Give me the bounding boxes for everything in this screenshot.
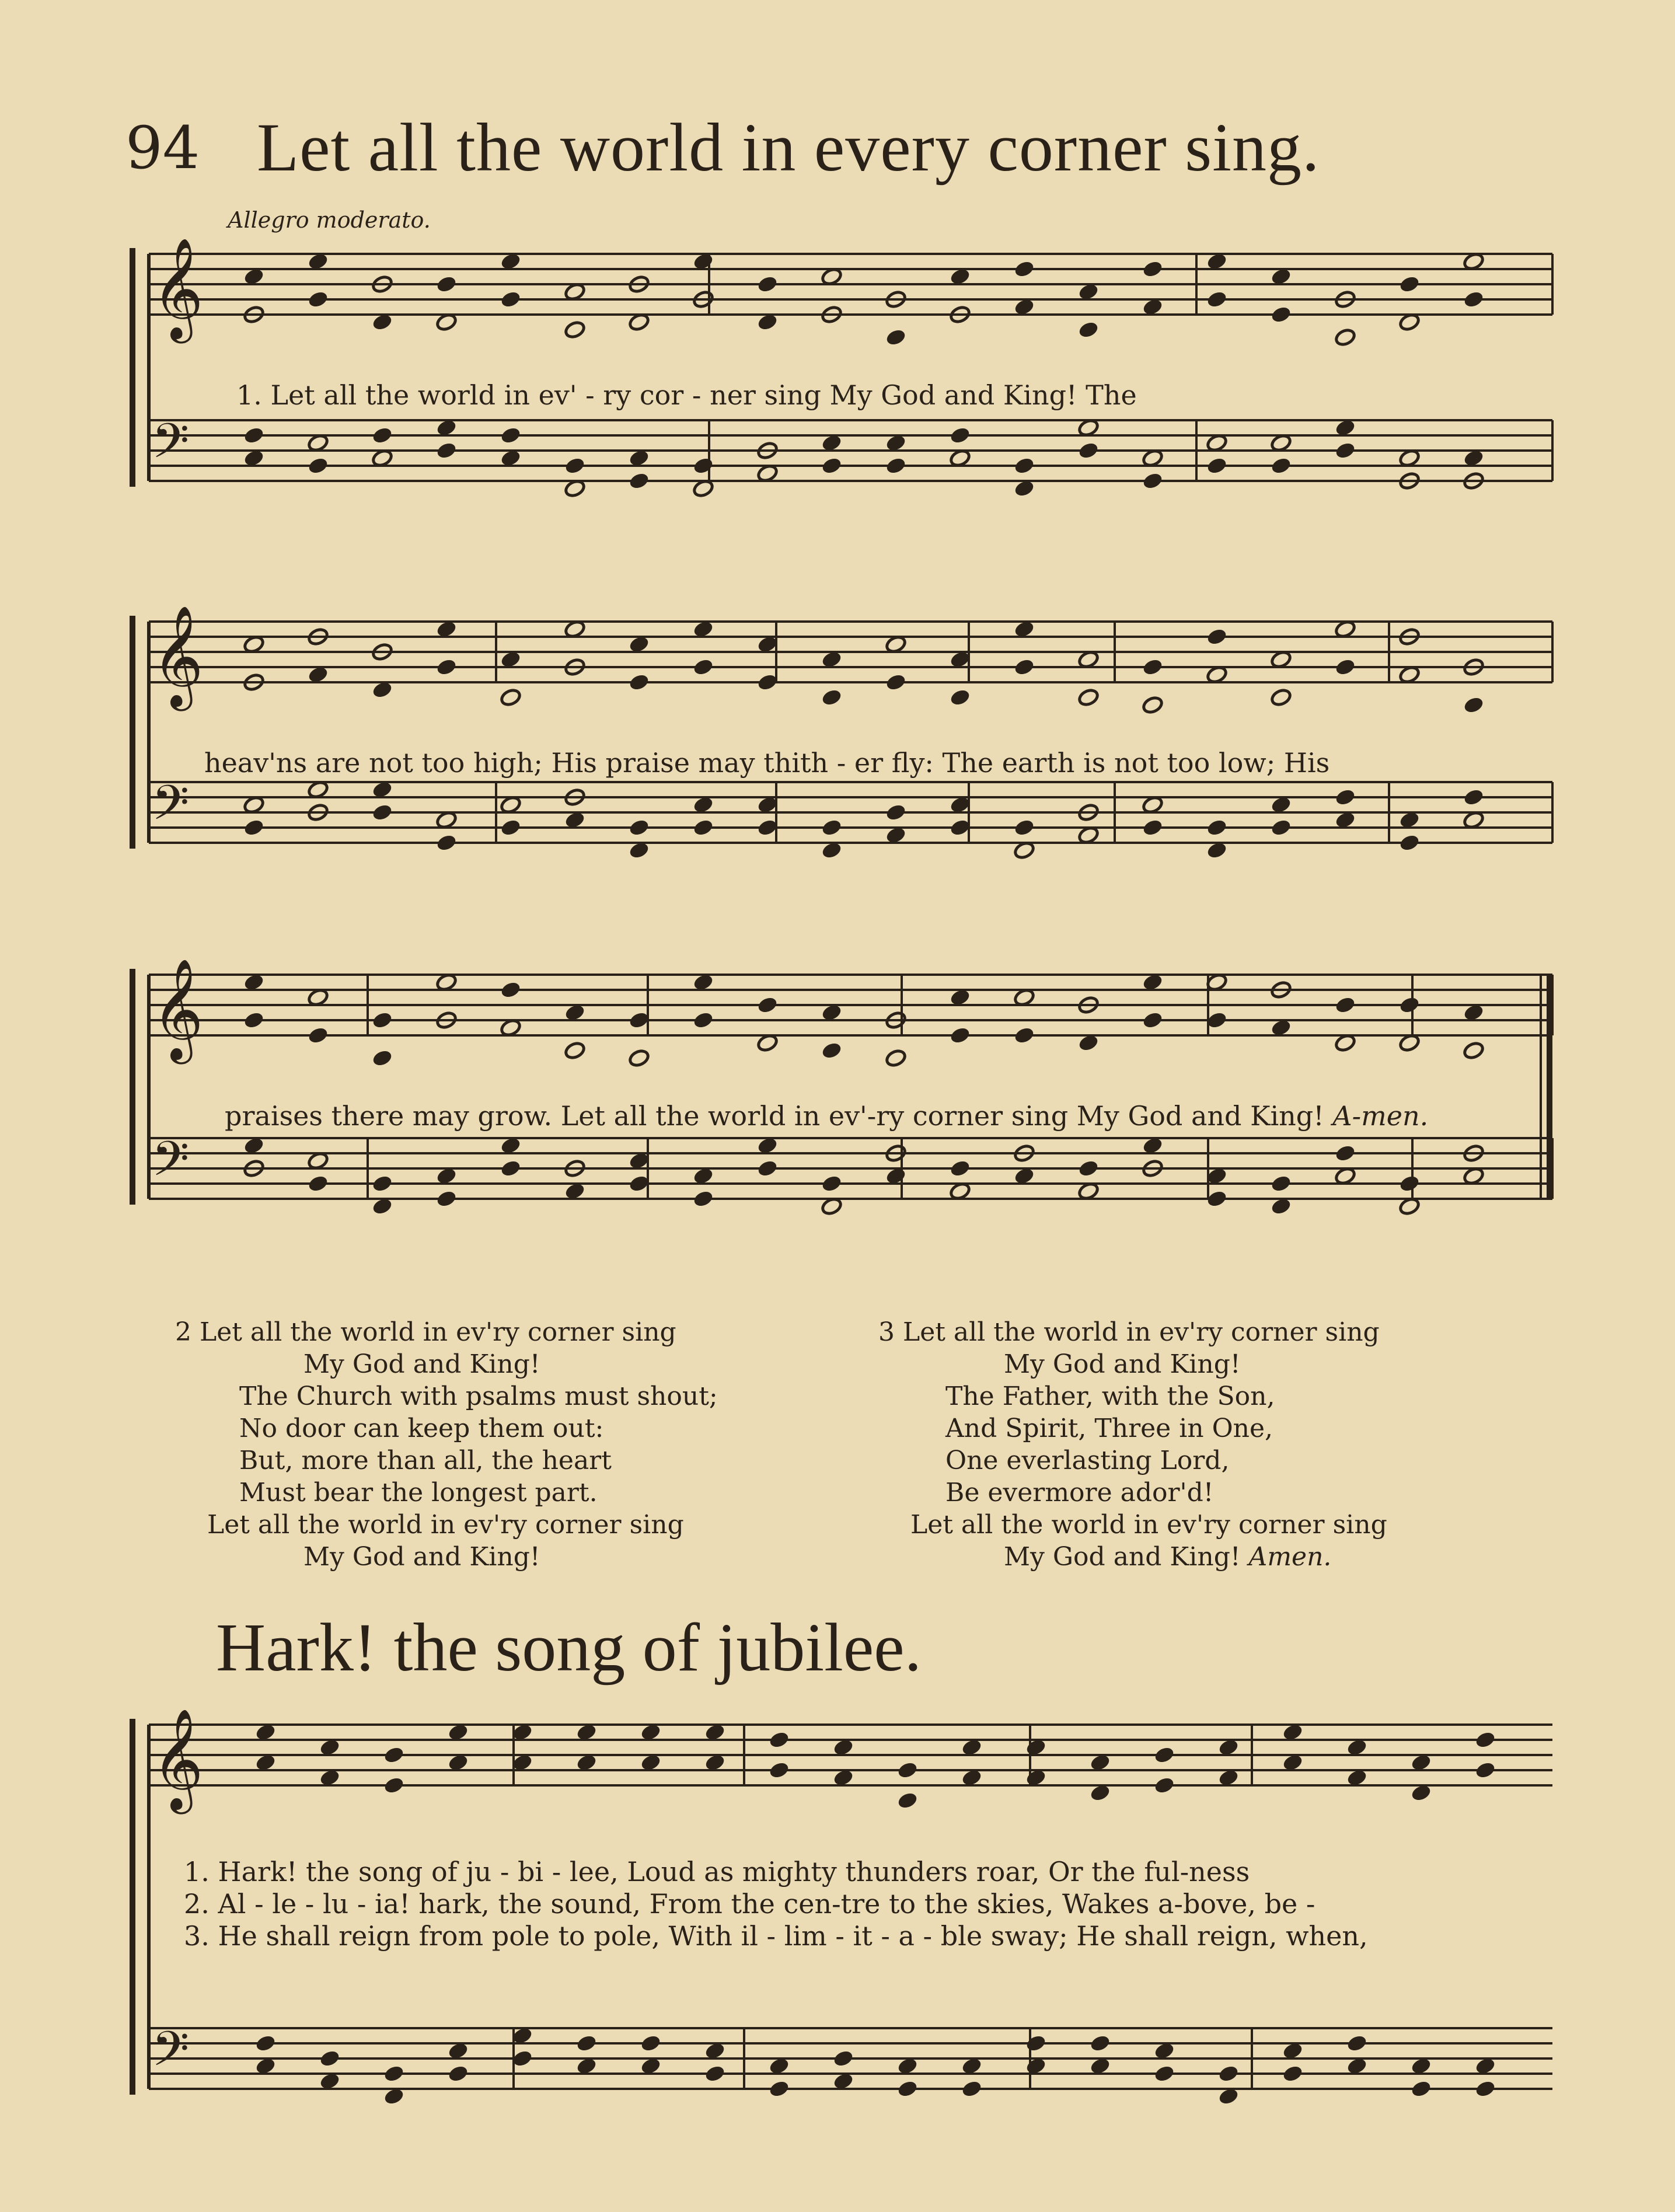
- treble-note: [1206, 289, 1228, 309]
- hymn2-lyric-2: 2. Al - le - lu - ia! hark, the sound, From the cen-tre to the skies, Wakes a-bove, be -: [184, 1888, 1315, 1920]
- bass-note: [949, 425, 971, 445]
- bass-note: [564, 456, 586, 475]
- bass-note: [1089, 2033, 1111, 2053]
- treble-note: [628, 672, 650, 692]
- bass-note: [704, 2064, 726, 2083]
- bass-note: [768, 2079, 790, 2098]
- bass-note: [1153, 2064, 1175, 2083]
- bass-clef-icon: 𝄢: [152, 413, 190, 481]
- bass-note: [1206, 818, 1228, 837]
- treble-note: [1013, 1025, 1035, 1045]
- treble-note: [383, 1745, 405, 1764]
- bass-note: [1206, 456, 1228, 475]
- bass-note: [1463, 787, 1485, 807]
- bass-note: [1077, 1159, 1100, 1178]
- treble-clef-icon: 𝄞: [152, 1708, 204, 1810]
- bass-note: [692, 1189, 714, 1208]
- bass-note: [1270, 456, 1292, 475]
- treble-note: [885, 327, 907, 347]
- treble-note: [564, 1041, 586, 1060]
- bass-note: [500, 425, 522, 445]
- verse-3-line: My God and King!: [1004, 1349, 1241, 1379]
- treble-note: [1398, 274, 1421, 294]
- bass-note: [435, 441, 458, 460]
- bass-note: [628, 818, 650, 837]
- verse-2-line: 2 Let all the world in ev'ry corner sing: [175, 1317, 676, 1347]
- bass-note: [961, 2079, 983, 2098]
- treble-note: [1153, 1745, 1175, 1764]
- bass-note: [1270, 818, 1292, 837]
- bass-note: [1217, 2064, 1240, 2083]
- bass-note: [500, 818, 522, 837]
- verse-3-line: [878, 1541, 1387, 1573]
- treble-note: [628, 1048, 650, 1067]
- verse-2-line: No door can keep them out:: [239, 1414, 604, 1443]
- hymn2-lyric-1: 1. Hark! the song of ju - bi - lee, Loud as mighty thunders roar, Or the ful-ness: [184, 1856, 1250, 1887]
- treble-note: [896, 1791, 919, 1810]
- bass-clef-icon: 𝄢: [152, 1131, 190, 1199]
- verse-3-line: The Father, with the Son,: [945, 1381, 1275, 1411]
- lyric-line-3-text: praises there may grow. Let all the world in ev'-ry corner sing My God and King!: [225, 1100, 1324, 1132]
- bass-note: [1142, 471, 1164, 490]
- bass-clef-icon: 𝄢: [152, 774, 190, 843]
- bass-note: [1025, 2033, 1047, 2053]
- treble-note: [692, 1010, 714, 1030]
- treble-note: [1334, 995, 1356, 1014]
- bass-note: [640, 2033, 662, 2053]
- treble-note: [500, 289, 522, 309]
- verse-3-line: And Spirit, Three in One,: [945, 1414, 1273, 1443]
- treble-note: [821, 688, 843, 707]
- page-number: 94: [125, 114, 200, 182]
- verse-2-line: The Church with psalms must shout;: [239, 1381, 718, 1411]
- bass-note: [1398, 1174, 1421, 1193]
- bass-note: [435, 833, 458, 852]
- treble-note: [243, 1010, 265, 1030]
- treble-note: [768, 1730, 790, 1749]
- treble-note: [1398, 995, 1421, 1014]
- treble-note: [1270, 305, 1292, 324]
- verse-2-line: But, more than all, the heart: [239, 1446, 612, 1475]
- bass-note: [885, 456, 907, 475]
- treble-note: [1013, 657, 1035, 676]
- treble-clef-icon: 𝄞: [152, 238, 204, 339]
- bass-note: [243, 425, 265, 445]
- bass-note: [1013, 818, 1035, 837]
- treble-note: [1474, 1760, 1496, 1780]
- treble-note: [949, 1025, 971, 1045]
- treble-note: [756, 274, 779, 294]
- treble-note: [435, 274, 458, 294]
- treble-note: [1463, 1041, 1485, 1060]
- bass-note: [821, 456, 843, 475]
- verse-2-line: My God and King!: [303, 1542, 540, 1572]
- verse-2-line: Let all the world in ev'ry corner sing: [207, 1510, 684, 1540]
- treble-note: [1142, 259, 1164, 278]
- treble-note: [564, 320, 586, 339]
- bass-staff: [149, 782, 1552, 843]
- hymn-title-2: Hark! the song of jubilee.: [216, 1609, 922, 1686]
- treble-note: [1463, 289, 1485, 309]
- bass-note: [692, 818, 714, 837]
- bass-note: [1013, 456, 1035, 475]
- treble-note: [1153, 1775, 1175, 1795]
- bass-clef-icon: 𝄢: [152, 2021, 190, 2089]
- treble-note: [1270, 688, 1292, 707]
- bass-note: [949, 1159, 971, 1178]
- bass-note: [1334, 441, 1356, 460]
- lyric-line-2: heav'ns are not too high; His praise may thith - er fly: The earth is not too low; His: [204, 747, 1330, 779]
- hymn2-lyric-3: 3. He shall reign from pole to pole, With il - lim - it - a - ble sway; He shall reign, when,: [184, 1920, 1368, 1952]
- tempo-marking: Allegro moderato.: [228, 207, 431, 233]
- lyric-line-1: 1. Let all the world in ev' - ry cor - ner sing My God and King! The: [236, 379, 1137, 411]
- bass-note: [254, 2033, 277, 2053]
- treble-note: [949, 688, 971, 707]
- bass-note: [435, 1189, 458, 1208]
- treble-note: [692, 657, 714, 676]
- verse-3-line: Let all the world in ev'ry corner sing: [910, 1510, 1387, 1540]
- bass-note: [307, 456, 329, 475]
- bass-note: [575, 2033, 598, 2053]
- bass-note: [896, 2079, 919, 2098]
- amen-text: A-men.: [1332, 1100, 1429, 1132]
- bass-note: [319, 2049, 341, 2068]
- treble-note: [371, 1010, 393, 1030]
- hymn-title: Let all the world in every corner sing.: [257, 109, 1320, 186]
- verse-2: [175, 1316, 718, 1573]
- treble-note: [1334, 327, 1356, 347]
- bass-note: [692, 456, 714, 475]
- bass-note: [383, 2064, 405, 2083]
- bass-note: [1077, 441, 1100, 460]
- treble-note: [1142, 695, 1164, 714]
- bass-note: [1346, 2033, 1368, 2053]
- verse-2-line: Must bear the longest part.: [239, 1478, 598, 1508]
- bass-note: [1142, 818, 1164, 837]
- treble-note: [896, 1760, 919, 1780]
- lyric-line-3: [225, 1100, 1428, 1132]
- verse-3-line: Be evermore ador'd!: [945, 1478, 1214, 1508]
- bass-note: [1474, 2079, 1496, 2098]
- bass-note: [500, 1159, 522, 1178]
- treble-note: [435, 657, 458, 676]
- bass-note: [628, 471, 650, 490]
- treble-note: [371, 1048, 393, 1067]
- bass-note: [307, 1174, 329, 1193]
- bass-note: [1334, 787, 1356, 807]
- bass-note: [832, 2049, 854, 2068]
- verse-2-line: My God and King!: [303, 1349, 540, 1379]
- treble-note: [1463, 695, 1485, 714]
- treble-note: [1334, 657, 1356, 676]
- bass-note: [1270, 1174, 1292, 1193]
- treble-note: [1077, 320, 1100, 339]
- bass-note: [371, 803, 393, 822]
- treble-note: [500, 688, 522, 707]
- bass-note: [885, 803, 907, 822]
- treble-note: [768, 1760, 790, 1780]
- treble-note: [383, 1775, 405, 1795]
- treble-note: [1142, 657, 1164, 676]
- treble-note: [1474, 1730, 1496, 1749]
- treble-note: [756, 995, 779, 1014]
- treble-note: [307, 289, 329, 309]
- bass-note: [1282, 2064, 1304, 2083]
- treble-note: [821, 1041, 843, 1060]
- bass-note: [243, 818, 265, 837]
- treble-note: [1206, 627, 1228, 646]
- treble-note: [1142, 1010, 1164, 1030]
- bass-note: [821, 818, 843, 837]
- treble-note: [500, 980, 522, 999]
- treble-clef-icon: 𝄞: [152, 605, 204, 707]
- bass-note: [371, 1174, 393, 1193]
- verse-3-line: 3 Let all the world in ev'ry corner sing: [878, 1317, 1380, 1347]
- verse-3: [878, 1316, 1387, 1573]
- treble-note: [307, 1025, 329, 1045]
- bass-staff: [149, 1138, 1552, 1199]
- bass-note: [1334, 1143, 1356, 1163]
- verse-3-line: One everlasting Lord,: [945, 1446, 1230, 1475]
- bass-note: [1410, 2079, 1432, 2098]
- treble-note: [1077, 688, 1100, 707]
- bass-note: [447, 2064, 469, 2083]
- treble-clef-icon: 𝄞: [152, 958, 204, 1060]
- bass-note: [1398, 833, 1421, 852]
- verse-3-line-text: My God and King!: [1004, 1542, 1241, 1572]
- treble-note: [1013, 259, 1035, 278]
- treble-note: [885, 672, 907, 692]
- bass-note: [821, 1174, 843, 1193]
- verse-3-amen: Amen.: [1248, 1542, 1332, 1572]
- bass-note: [756, 1159, 779, 1178]
- bass-note: [371, 425, 393, 445]
- treble-note: [885, 1048, 907, 1067]
